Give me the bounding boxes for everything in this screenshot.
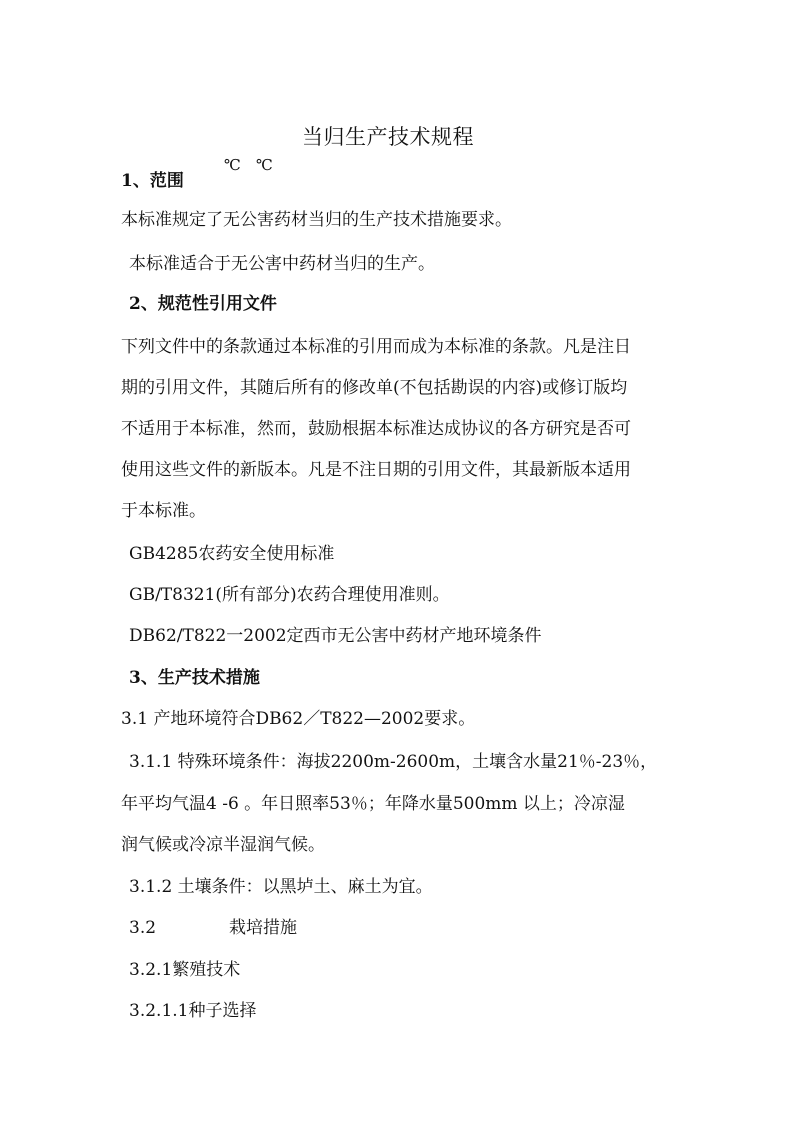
celsius-mark: ℃ [224,156,241,174]
clause-3-1-2: 3.1.2 土壤条件：以黑垆土、麻土为宜。 [129,877,433,897]
section-heading-references: 2、规范性引用文件 [129,294,277,314]
clause-3-1-1-line: 3.1.1 特殊环境条件：海拔2200m-2600m，土壤含水量21％-23％， [129,752,658,772]
reference-item: GB4285农药安全使用标准 [129,544,335,564]
section-heading-scope: 1、范围 [121,171,184,191]
paragraph: 本标准规定了无公害药材当归的生产技术措施要求。 [121,210,512,230]
celsius-mark: ℃ [256,156,273,174]
paragraph-line: 不适用于本标准，然而，鼓励根据本标准达成协议的各方研究是否可 [121,419,631,439]
clause-3-2-number: 3.2 [129,918,157,938]
clause-3-1: 3.1 产地环境符合DB62／T822—2002要求。 [121,709,476,729]
section-heading-techniques: 3、生产技术措施 [129,668,260,688]
clause-3-1-1-line: 润气候或冷凉半湿润气候。 [121,835,325,855]
clause-3-2-title: 栽培措施 [229,918,297,938]
clause-3-1-1-line: 年平均气温4 -6 。年日照率53％；年降水量500mm 以上；冷凉湿 [121,794,625,814]
paragraph-line: 使用这些文件的新版本。凡是不注日期的引用文件，其最新版本适用 [121,460,631,480]
clause-3-2-1-1: 3.2.1.1种子选择 [129,1001,257,1021]
reference-item: DB62/T822一2002定西市无公害中药材产地环境条件 [129,626,542,646]
paragraph: 本标准适合于无公害中药材当归的生产。 [129,254,435,274]
clause-3-2-1: 3.2.1繁殖技术 [129,960,241,980]
paragraph-line: 期的引用文件，其随后所有的修改单(不包括勘误的内容)或修订版均 [121,378,628,398]
paragraph-line: 于本标准。 [121,501,206,521]
paragraph-line: 下列文件中的条款通过本标准的引用而成为本标准的条款。凡是注日 [121,337,631,357]
reference-item: GB/T8321(所有部分)农药合理使用准则。 [129,585,450,605]
document-title: 当归生产技术规程 [302,125,474,149]
